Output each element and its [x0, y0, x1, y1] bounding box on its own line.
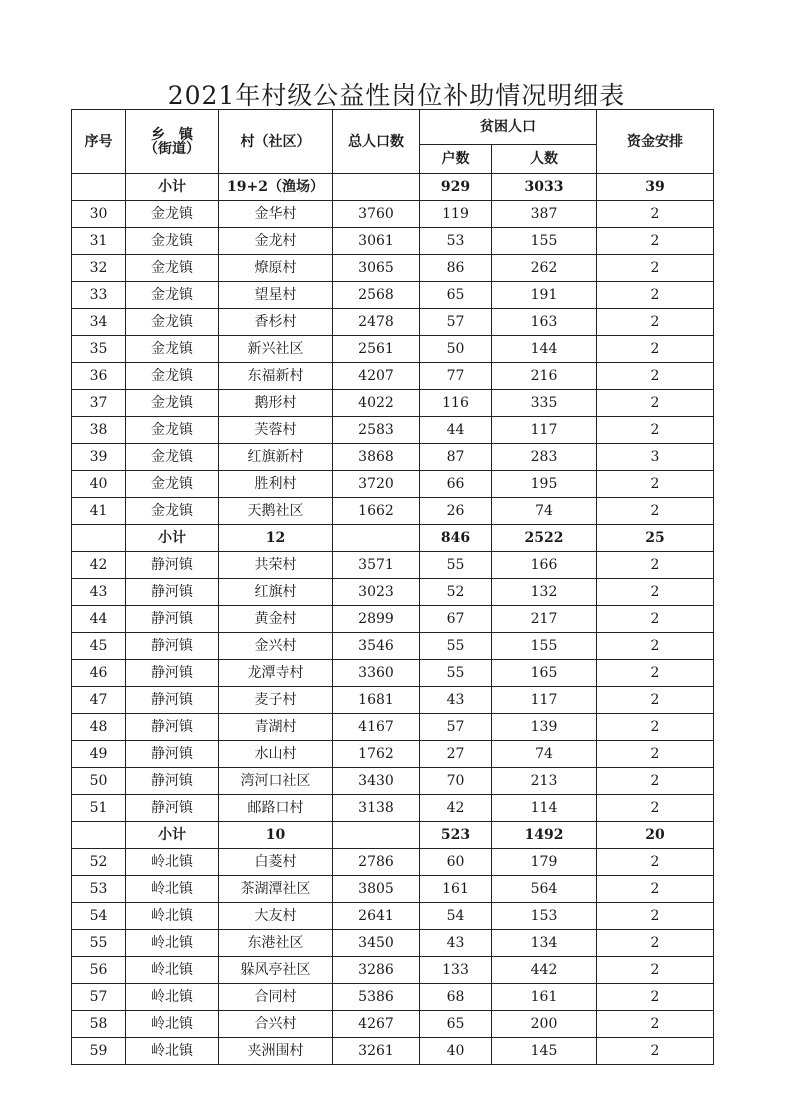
cell-funds: 2 [597, 849, 714, 876]
cell-persons: 200 [492, 1011, 597, 1038]
cell-seq: 41 [72, 498, 126, 525]
cell-town: 静河镇 [126, 552, 219, 579]
cell-seq: 32 [72, 255, 126, 282]
cell-village: 金华村 [219, 201, 333, 228]
cell-households: 40 [420, 1038, 492, 1065]
table-row [72, 660, 714, 687]
cell-village: 香杉村 [219, 309, 333, 336]
cell-village: 天鹅社区 [219, 498, 333, 525]
cell-town: 金龙镇 [126, 336, 219, 363]
cell-village: 麦子村 [219, 687, 333, 714]
cell-town: 静河镇 [126, 768, 219, 795]
cell-funds: 2 [597, 390, 714, 417]
cell-households: 161 [420, 876, 492, 903]
table-row [72, 579, 714, 606]
cell-funds: 2 [597, 498, 714, 525]
cell-persons: 117 [492, 687, 597, 714]
cell-total-pop: 3720 [333, 471, 420, 498]
cell-village: 青湖村 [219, 714, 333, 741]
cell-funds: 2 [597, 309, 714, 336]
cell-persons: 1492 [492, 822, 597, 849]
cell-seq: 49 [72, 741, 126, 768]
table-row [72, 687, 714, 714]
cell-funds: 2 [597, 336, 714, 363]
table-row [72, 903, 714, 930]
cell-persons: 564 [492, 876, 597, 903]
cell-persons: 442 [492, 957, 597, 984]
cell-seq: 59 [72, 1038, 126, 1065]
cell-total-pop: 3061 [333, 228, 420, 255]
cell-households: 57 [420, 309, 492, 336]
table-row [72, 930, 714, 957]
cell-funds: 2 [597, 741, 714, 768]
cell-town: 静河镇 [126, 714, 219, 741]
cell-town: 金龙镇 [126, 417, 219, 444]
cell-town: 静河镇 [126, 579, 219, 606]
cell-total-pop: 3546 [333, 633, 420, 660]
cell-total-pop: 3805 [333, 876, 420, 903]
cell-households: 77 [420, 363, 492, 390]
cell-households: 116 [420, 390, 492, 417]
cell-seq: 56 [72, 957, 126, 984]
cell-seq: 42 [72, 552, 126, 579]
cell-seq: 48 [72, 714, 126, 741]
cell-town: 金龙镇 [126, 228, 219, 255]
cell-households: 66 [420, 471, 492, 498]
header-persons: 人数 [492, 145, 597, 174]
cell-persons: 132 [492, 579, 597, 606]
header-village: 村（社区） [219, 110, 333, 174]
table-row [72, 1011, 714, 1038]
cell-total-pop: 1762 [333, 741, 420, 768]
cell-village: 白菱村 [219, 849, 333, 876]
table-row [72, 471, 714, 498]
cell-households: 55 [420, 660, 492, 687]
cell-funds: 2 [597, 282, 714, 309]
cell-town: 金龙镇 [126, 363, 219, 390]
cell-town: 金龙镇 [126, 498, 219, 525]
cell-households: 929 [420, 174, 492, 201]
table-row [72, 255, 714, 282]
cell-persons: 262 [492, 255, 597, 282]
cell-total-pop: 3023 [333, 579, 420, 606]
cell-total-pop: 3760 [333, 201, 420, 228]
cell-town: 静河镇 [126, 660, 219, 687]
table-row [72, 633, 714, 660]
cell-town: 金龙镇 [126, 390, 219, 417]
table-row [72, 201, 714, 228]
table-row [72, 849, 714, 876]
cell-village: 水山村 [219, 741, 333, 768]
cell-persons: 217 [492, 606, 597, 633]
cell-households: 87 [420, 444, 492, 471]
cell-persons: 216 [492, 363, 597, 390]
cell-funds: 2 [597, 957, 714, 984]
cell-village: 大友村 [219, 903, 333, 930]
cell-funds: 20 [597, 822, 714, 849]
subtotal-row [72, 525, 714, 552]
cell-town: 金龙镇 [126, 471, 219, 498]
cell-total-pop: 3450 [333, 930, 420, 957]
cell-households: 55 [420, 552, 492, 579]
cell-total-pop [333, 822, 420, 849]
table-row [72, 795, 714, 822]
cell-households: 57 [420, 714, 492, 741]
cell-total-pop: 5386 [333, 984, 420, 1011]
cell-seq [72, 822, 126, 849]
cell-seq: 37 [72, 390, 126, 417]
table-row [72, 309, 714, 336]
cell-persons: 3033 [492, 174, 597, 201]
cell-households: 523 [420, 822, 492, 849]
header-seq: 序号 [72, 110, 126, 174]
table-row [72, 606, 714, 633]
cell-village: 红旗村 [219, 579, 333, 606]
cell-total-pop: 2561 [333, 336, 420, 363]
cell-households: 26 [420, 498, 492, 525]
cell-town: 静河镇 [126, 606, 219, 633]
cell-village: 黄金村 [219, 606, 333, 633]
cell-seq [72, 174, 126, 201]
cell-seq: 43 [72, 579, 126, 606]
cell-funds: 2 [597, 606, 714, 633]
header-town [126, 110, 219, 174]
cell-seq: 50 [72, 768, 126, 795]
cell-households: 44 [420, 417, 492, 444]
cell-seq: 30 [72, 201, 126, 228]
cell-town: 金龙镇 [126, 201, 219, 228]
cell-funds: 2 [597, 552, 714, 579]
cell-village: 金兴村 [219, 633, 333, 660]
cell-funds: 2 [597, 363, 714, 390]
cell-seq: 38 [72, 417, 126, 444]
cell-total-pop: 4207 [333, 363, 420, 390]
cell-town: 静河镇 [126, 795, 219, 822]
cell-persons: 114 [492, 795, 597, 822]
table-row [72, 768, 714, 795]
cell-households: 65 [420, 1011, 492, 1038]
cell-village: 合同村 [219, 984, 333, 1011]
cell-households: 43 [420, 687, 492, 714]
cell-funds: 2 [597, 579, 714, 606]
cell-total-pop [333, 174, 420, 201]
table-row [72, 957, 714, 984]
cell-total-pop: 4022 [333, 390, 420, 417]
cell-households: 27 [420, 741, 492, 768]
table-row [72, 498, 714, 525]
cell-households: 42 [420, 795, 492, 822]
cell-town: 岭北镇 [126, 903, 219, 930]
cell-persons: 144 [492, 336, 597, 363]
table-row [72, 228, 714, 255]
cell-town: 静河镇 [126, 687, 219, 714]
cell-households: 53 [420, 228, 492, 255]
cell-seq: 31 [72, 228, 126, 255]
cell-total-pop: 3261 [333, 1038, 420, 1065]
cell-funds: 2 [597, 471, 714, 498]
cell-town: 金龙镇 [126, 444, 219, 471]
cell-funds: 2 [597, 1011, 714, 1038]
subsidy-table [71, 109, 714, 1065]
cell-funds: 2 [597, 201, 714, 228]
cell-persons: 163 [492, 309, 597, 336]
cell-total-pop: 2899 [333, 606, 420, 633]
header-town-line1: 乡 镇 [151, 126, 193, 143]
cell-village: 10 [219, 822, 333, 849]
header-households: 户数 [420, 145, 492, 174]
cell-households: 67 [420, 606, 492, 633]
cell-funds: 25 [597, 525, 714, 552]
cell-seq: 40 [72, 471, 126, 498]
cell-households: 70 [420, 768, 492, 795]
cell-funds: 2 [597, 660, 714, 687]
cell-persons: 195 [492, 471, 597, 498]
cell-village: 芙蓉村 [219, 417, 333, 444]
cell-persons: 153 [492, 903, 597, 930]
cell-seq: 55 [72, 930, 126, 957]
cell-funds: 2 [597, 1038, 714, 1065]
cell-persons: 74 [492, 498, 597, 525]
table-row [72, 363, 714, 390]
cell-seq: 34 [72, 309, 126, 336]
cell-seq: 35 [72, 336, 126, 363]
cell-persons: 161 [492, 984, 597, 1011]
cell-village: 躲风亭社区 [219, 957, 333, 984]
cell-seq: 52 [72, 849, 126, 876]
cell-town: 岭北镇 [126, 1038, 219, 1065]
cell-persons: 165 [492, 660, 597, 687]
cell-funds: 2 [597, 876, 714, 903]
cell-households: 60 [420, 849, 492, 876]
cell-village: 合兴村 [219, 1011, 333, 1038]
cell-village: 红旗新村 [219, 444, 333, 471]
cell-households: 43 [420, 930, 492, 957]
cell-village: 燎原村 [219, 255, 333, 282]
cell-total-pop: 4267 [333, 1011, 420, 1038]
cell-village: 金龙村 [219, 228, 333, 255]
header-total-pop: 总人口数 [333, 110, 420, 174]
table-row [72, 282, 714, 309]
cell-subtotal-label: 小计 [126, 822, 219, 849]
cell-town: 岭北镇 [126, 957, 219, 984]
cell-funds: 2 [597, 714, 714, 741]
cell-funds: 2 [597, 687, 714, 714]
cell-persons: 74 [492, 741, 597, 768]
cell-funds: 2 [597, 228, 714, 255]
cell-total-pop: 2786 [333, 849, 420, 876]
cell-funds: 3 [597, 444, 714, 471]
cell-village: 共荣村 [219, 552, 333, 579]
header-funds: 资金安排 [597, 110, 714, 174]
cell-village: 东福新村 [219, 363, 333, 390]
cell-village: 新兴社区 [219, 336, 333, 363]
cell-town: 岭北镇 [126, 984, 219, 1011]
cell-households: 86 [420, 255, 492, 282]
table-row [72, 444, 714, 471]
cell-town: 金龙镇 [126, 309, 219, 336]
cell-seq: 58 [72, 1011, 126, 1038]
cell-town: 岭北镇 [126, 876, 219, 903]
cell-funds: 2 [597, 255, 714, 282]
cell-seq: 39 [72, 444, 126, 471]
cell-persons: 179 [492, 849, 597, 876]
cell-town: 岭北镇 [126, 930, 219, 957]
cell-village: 夹洲围村 [219, 1038, 333, 1065]
cell-persons: 155 [492, 633, 597, 660]
cell-seq: 57 [72, 984, 126, 1011]
cell-funds: 2 [597, 795, 714, 822]
cell-village: 胜利村 [219, 471, 333, 498]
cell-total-pop: 2478 [333, 309, 420, 336]
cell-persons: 387 [492, 201, 597, 228]
cell-total-pop: 1662 [333, 498, 420, 525]
cell-persons: 2522 [492, 525, 597, 552]
table-header [72, 110, 714, 174]
cell-households: 133 [420, 957, 492, 984]
cell-seq: 46 [72, 660, 126, 687]
cell-village: 望星村 [219, 282, 333, 309]
cell-funds: 2 [597, 930, 714, 957]
cell-funds: 2 [597, 984, 714, 1011]
cell-persons: 134 [492, 930, 597, 957]
cell-total-pop: 3138 [333, 795, 420, 822]
cell-persons: 191 [492, 282, 597, 309]
cell-town: 岭北镇 [126, 849, 219, 876]
table-row [72, 741, 714, 768]
cell-village: 鹅形村 [219, 390, 333, 417]
subtotal-row [72, 822, 714, 849]
table-row [72, 714, 714, 741]
header-poor: 贫困人口 [420, 110, 597, 145]
cell-funds: 2 [597, 903, 714, 930]
cell-village: 湾河口社区 [219, 768, 333, 795]
cell-town: 金龙镇 [126, 255, 219, 282]
cell-seq [72, 525, 126, 552]
table-row [72, 1038, 714, 1065]
cell-seq: 51 [72, 795, 126, 822]
cell-total-pop: 2583 [333, 417, 420, 444]
cell-households: 119 [420, 201, 492, 228]
cell-village: 茶湖潭社区 [219, 876, 333, 903]
cell-households: 55 [420, 633, 492, 660]
header-town-line2: （街道） [144, 140, 200, 157]
cell-households: 50 [420, 336, 492, 363]
cell-town: 岭北镇 [126, 1011, 219, 1038]
cell-total-pop: 3360 [333, 660, 420, 687]
cell-total-pop: 2641 [333, 903, 420, 930]
table-row [72, 876, 714, 903]
cell-total-pop: 3065 [333, 255, 420, 282]
table-body [72, 174, 714, 1065]
cell-town: 金龙镇 [126, 282, 219, 309]
cell-seq: 45 [72, 633, 126, 660]
table-row [72, 984, 714, 1011]
subtotal-row [72, 174, 714, 201]
cell-village: 龙潭寺村 [219, 660, 333, 687]
cell-seq: 47 [72, 687, 126, 714]
cell-village: 19+2（渔场） [219, 174, 333, 201]
cell-seq: 44 [72, 606, 126, 633]
cell-households: 846 [420, 525, 492, 552]
cell-households: 68 [420, 984, 492, 1011]
cell-subtotal-label: 小计 [126, 525, 219, 552]
cell-total-pop: 4167 [333, 714, 420, 741]
cell-persons: 145 [492, 1038, 597, 1065]
cell-town: 静河镇 [126, 633, 219, 660]
cell-persons: 139 [492, 714, 597, 741]
cell-village: 东港社区 [219, 930, 333, 957]
cell-total-pop: 2568 [333, 282, 420, 309]
cell-households: 54 [420, 903, 492, 930]
cell-persons: 166 [492, 552, 597, 579]
cell-seq: 54 [72, 903, 126, 930]
table-row [72, 390, 714, 417]
table-row [72, 417, 714, 444]
cell-funds: 2 [597, 768, 714, 795]
cell-persons: 155 [492, 228, 597, 255]
cell-seq: 36 [72, 363, 126, 390]
cell-town: 静河镇 [126, 741, 219, 768]
cell-seq: 33 [72, 282, 126, 309]
cell-total-pop: 3430 [333, 768, 420, 795]
page-title: 2021年村级公益性岗位补助情况明细表 [167, 81, 626, 110]
table-row [72, 336, 714, 363]
cell-total-pop: 3868 [333, 444, 420, 471]
table-row [72, 552, 714, 579]
cell-total-pop [333, 525, 420, 552]
cell-funds: 2 [597, 417, 714, 444]
cell-households: 65 [420, 282, 492, 309]
cell-persons: 335 [492, 390, 597, 417]
cell-seq: 53 [72, 876, 126, 903]
cell-households: 52 [420, 579, 492, 606]
cell-village: 12 [219, 525, 333, 552]
cell-total-pop: 3286 [333, 957, 420, 984]
cell-total-pop: 1681 [333, 687, 420, 714]
cell-total-pop: 3571 [333, 552, 420, 579]
cell-subtotal-label: 小计 [126, 174, 219, 201]
cell-funds: 2 [597, 633, 714, 660]
cell-persons: 213 [492, 768, 597, 795]
cell-persons: 117 [492, 417, 597, 444]
cell-funds: 39 [597, 174, 714, 201]
cell-village: 邮路口村 [219, 795, 333, 822]
cell-persons: 283 [492, 444, 597, 471]
